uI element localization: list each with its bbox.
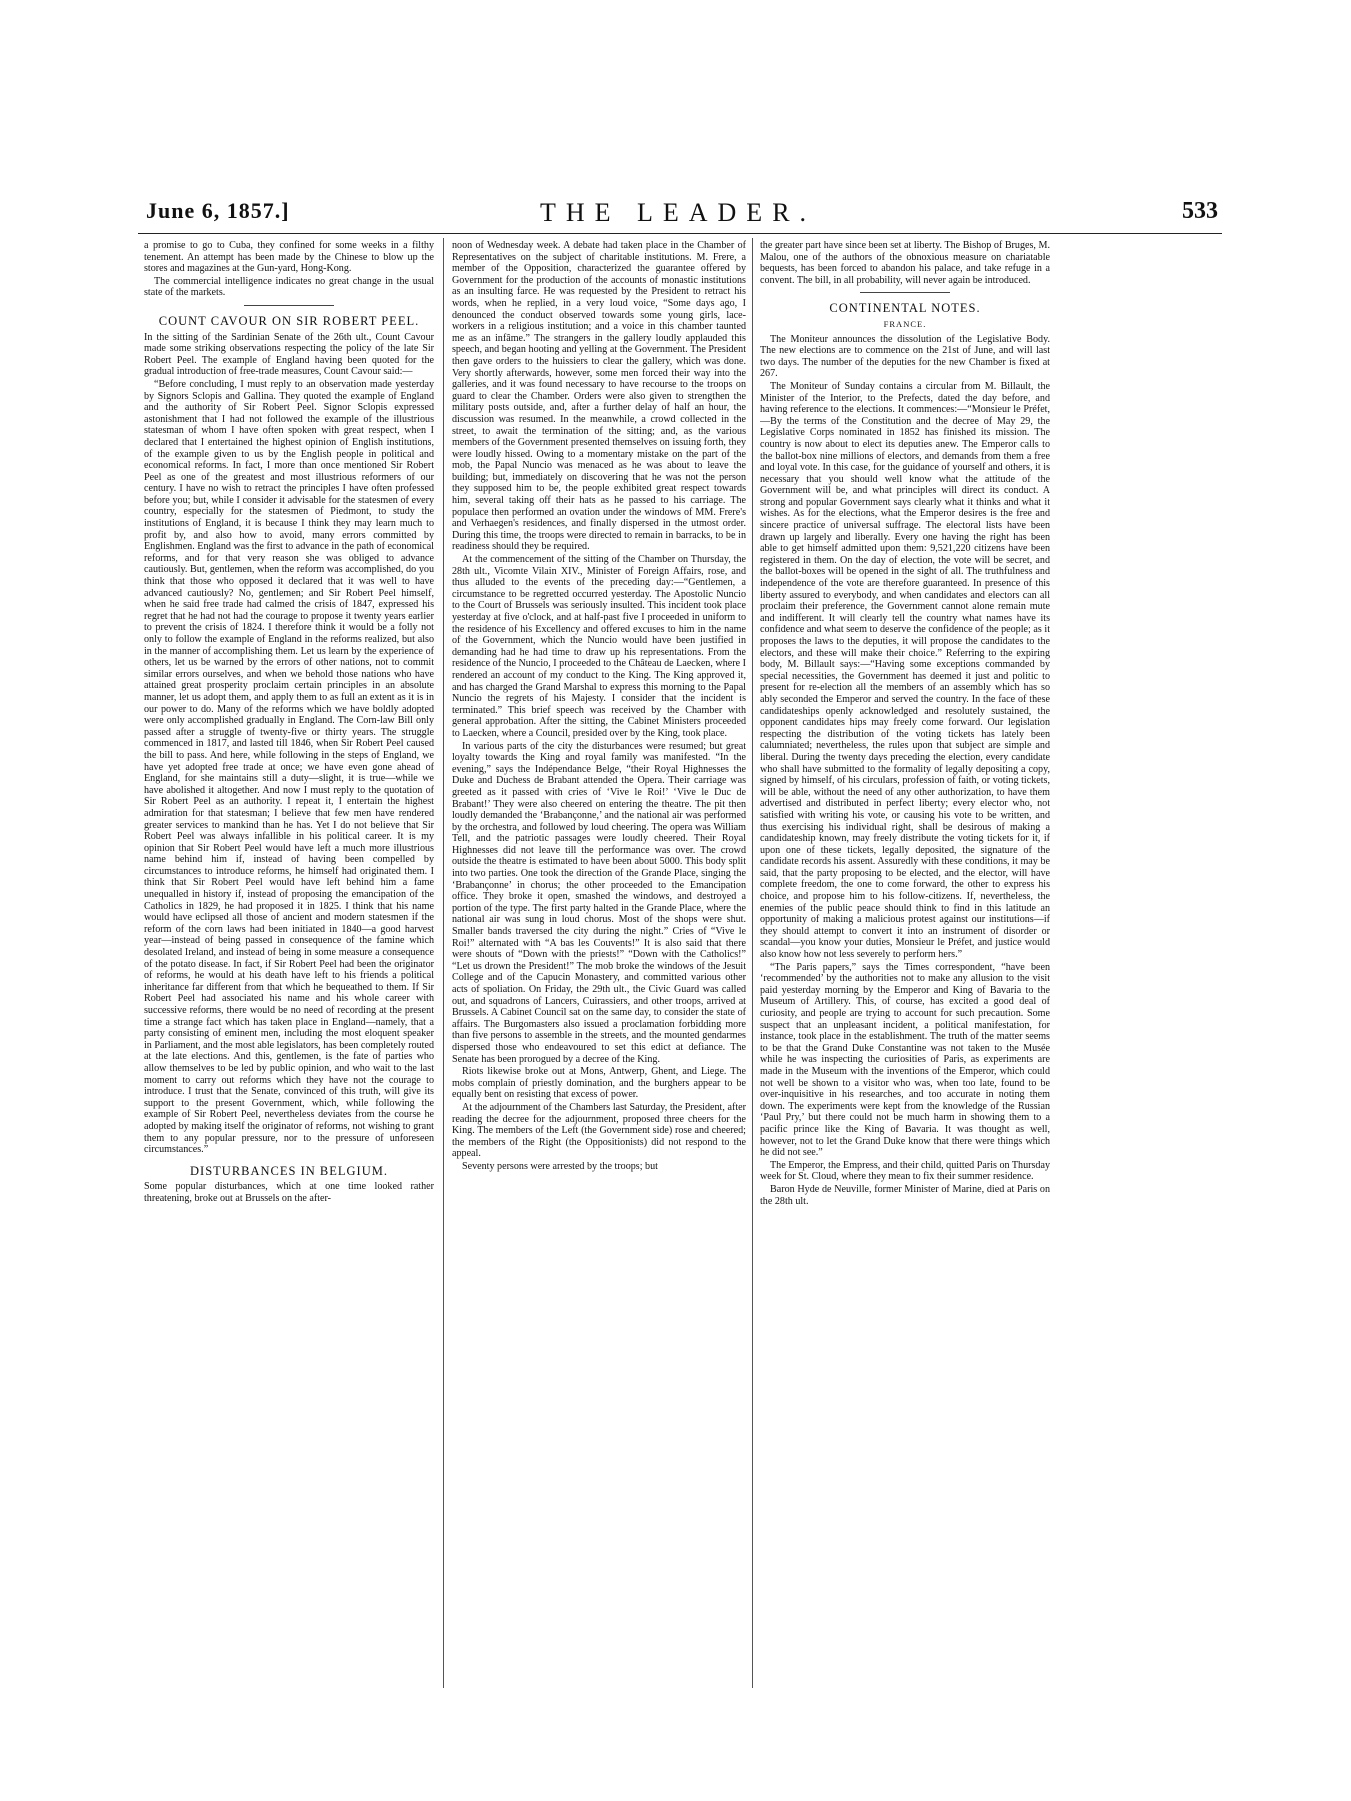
article-heading-peel: COUNT CAVOUR ON SIR ROBERT PEEL.: [158, 313, 420, 328]
paragraph: Baron Hyde de Neuville, former Minister of Marine, died at Paris on the 28th ult.: [760, 1183, 1050, 1207]
article-heading-belgium: DISTURBANCES IN BELGIUM.: [190, 1163, 388, 1178]
paragraph: In various parts of the city the disturbances were resumed; but great loyalty towards the King and royal family was manifested. “In the evening,” says the Indépendance Belge, “their Royal Highnesses the Duke and Duchess de Brabant attended the Opera. Their carriage was greeted as it passed with cries of ‘Vive le Roi!’ ‘Vive le Duc de Brabant!’ They were also cheered on entering the theatre. The pit then loudly demanded the ‘Brabançonne,’ and the national air was performed by the orchestra, and followed by loud cheering. The opera was William Tell, and the patriotic passages were loudly cheered. Their Royal Highnesses did not leave till the performance was over. The crowd outside the theatre is estimated to have been about 5000. This body split into two parties. One took the direction of the Grande Place, singing the ‘Brabançonne’ in chorus; the other proceeded to the Emancipation office. They broke it open, smashed the windows, and destroyed a portion of the type. The first party halted in the Grande Place, where the national air was sung in loud chorus. Most of the shops were shut. Smaller bands traversed the city during the night.” Cries of “Vive le Roi!” alternated with “A bas les Couvents!” It is also said that there were shouts of “Down with the priests!” “Down with the Catholics!” “Let us drown the President!” The mob broke the windows of the Jesuit College and of the Capucin Monastery, and committed various other acts of spoliation. On Friday, the 29th ult., the Civic Guard was called out, and squadrons of Lancers, Cuirassiers, and other troops, arrived at Brussels. A Cabinet Council sat on the same day, to consider the state of affairs. The Burgomasters also issued a proclamation forbidding more than five persons to assemble in the streets, and the mounted gendarmes dispersed those who endeavoured to set this edict at defiance. The Senate has been prorogued by a decree of the King.: [452, 740, 746, 1065]
column-divider: [443, 238, 444, 1688]
section-separator: [860, 292, 950, 293]
paragraph: noon of Wednesday week. A debate had taken place in the Chamber of Representatives on the subject of charitable institutions. M. Frere, a member of the Opposition, characterized the guarantee offered by Government for the production of the accounts of monastic institutions as an insulting farce. He was requested by the President to retract his words, when he replied, in a very loud voice, “Some days ago, I denounced the conduct observed towards some young girls, lace-workers in a religious institution; and a voice in this chamber taunted me as an infâme.” The strangers in the gallery loudly applauded this speech, and began hooting and yelling at the Government. The President then gave orders to the huissiers to clear the gallery, which was done. Very shortly afterwards, however, some men forced their way into the galleries, and it was found necessary to have recourse to the troops on guard to clear the Chamber. Orders were also given to strengthen the military posts outside, and, after a further delay of half an hour, the discussion was resumed. In the meanwhile, a crowd collected in the street, to await the termination of the sitting; and, as the various members of the Government presented themselves on issuing forth, they were loudly hissed. Owing to a momentary mistake on the part of the mob, the Papal Nuncio was menaced as he was about to leave the building; but, immediately on discovering that he was not the person they supposed him to be, the people exhibited great respect towards him, several taking off their hats as he passed to his carriage. The populace then performed an ovation under the windows of MM. Frere's and Verhaegen's residences, and finally dispersed in the utmost order. During this time, the troops were directed to remain in barracks, to be in readiness should they be required.: [452, 240, 746, 553]
paragraph: “Before concluding, I must reply to an observation made yesterday by Signors Sclopis and Gallina. They quoted the example of England and the authority of Sir Robert Peel. Signor Sclopis expressed astonishment that I had not followed the example of the illustrious statesman of whom I have often spoken with great respect, when I declared that I entertained the highest opinion of English institutions, of the example given to us by the English people in political and economical reforms. In fact, I more than once mentioned Sir Robert Peel as one of the greatest and most illustrious reformers of our century. I have no wish to retract the principles I have often professed before you; but, while I consider it advisable for the statesmen of every country, especially for the statesmen of Piedmont, to study the institutions of England, it is because I think they may learn much to profit by, and also how to avoid, many errors committed by Englishmen. England was the first to advance in the path of economical reforms, and for that very reason she was obliged to advance cautiously. But, gentlemen, when the reform was accomplished, do you think that those who opposed it declared that it was well to have advanced cautiously? No, gentlemen; and Sir Robert Peel himself, when he said free trade had calmed the crisis of 1847, expressed his regret that he had not had the courage to propose it twenty years earlier to prevent the crisis of 1824. I therefore think it would be a folly not only to follow the example of England in the reforms realized, but also in the manner of accomplishing them. Let us learn by the experience of others, let us be warned by the errors of other nations, not to commit similar errors ourselves, and when we behold those nations who have attained great prosperity proclaim certain principles in an absolute manner, let us adopt them, and apply them to as full an extent as it is in our power to do. Many of the reforms which we have boldly adopted were only accomplished gradually in England. The Corn-law Bill only passed after a struggle of twenty-five or thirty years. The struggle commenced in 1817, and lasted till 1846, when Sir Robert Peel caused the bill to pass. And here, while following in the steps of England, we have yet adopted free trade at once; we have even gone ahead of England, for she maintains still a duty—slight, it is true—while we have abolished it altogether. And now I must reply to the quotation of Sir Robert Peel as an authority. I repeat it, I entertain the highest admiration for that statesman; I believe that few men have rendered greater services to mankind than he has. Yet I do not believe that Sir Robert Peel was always infallible in his political career. It is my opinion that Sir Robert Peel would have left a much more illustrious name behind him if, instead of having been compelled by circumstances to introduce reforms, he himself had originated them. I think that Sir Robert Peel would have left behind him a fame unequalled in history if, instead of proposing the emancipation of the Catholics in 1829, he had proposed it in 1825. I think that his name would have eclipsed all those of ancient and modern statesmen if the reform of the corn laws had been initiated in 1840—a good harvest year—instead of being passed in consequence of the famine which desolated Ireland, and instead of being in some measure a consequence of the potato disease. In fact, if Sir Robert Peel had been the originator of reforms, he would at his death have left to his friends a political inheritance far different from that which he bequeathed to them. If Sir Robert Peel had associated his name and his whole career with successive reforms, there would be no need of recording at the present time a strange fact which has taken place in England—namely, that a party consisting of eminent men, including the most eloquent speaker in Parliament, and the most able legislators, has been completely routed at the late elections. And this, gentlemen, is the fate of parties who allow themselves to be led by public opinion, and who wait to the last moment to carry out reforms which they have not the courage to introduce. I trust that the Senate, convinced of this truth, will give its support to the present Government, which, while following the example of Sir Robert Peel, nevertheless deviates from the course he adopted by making itself the originator of reforms, not wishing to grant them to any popular pressure, nor to the pressure of unforeseen circumstances.”: [144, 378, 434, 1156]
issue-date: June 6, 1857.]: [146, 198, 290, 223]
paragraph: The Moniteur announces the dissolution of the Legislative Body. The new elections are to commence on the 21st of June, and will last two days. The number of the deputies for the new Chamber is fixed at 267.: [760, 333, 1050, 380]
paragraph: At the adjournment of the Chambers last Saturday, the President, after reading the decree for the adjournment, proposed three cheers for the King. The members of the Left (the Government side) rose and cheered; the members of the Right (the Oppositionists) did not respond to the appeal.: [452, 1101, 746, 1160]
column-3: [760, 240, 1050, 1690]
column-2: [452, 240, 746, 1690]
paragraph: the greater part have since been set at liberty. The Bishop of Bruges, M. Malou, one of the authors of the obnoxious measure on chariatable bequests, has been forced to abandon his palace, and take refuge in a convent. The bill, in all probability, will never again be introduced.: [760, 240, 1050, 286]
paragraph: a promise to go to Cuba, they confined for some weeks in a filthy tenement. An attempt has been made by the Chinese to blow up the stores and magazines at the Gun-yard, Hong-Kong.: [144, 240, 434, 275]
paragraph: The Emperor, the Empress, and their child, quitted Paris on Thursday week for St. Cloud, where they mean to fix their summer residence.: [760, 1159, 1050, 1183]
page-number: 533: [1182, 198, 1218, 224]
page-header: [138, 198, 1218, 228]
masthead-title: THE LEADER.: [539, 198, 817, 227]
section-separator: [244, 305, 334, 306]
paragraph: In the sitting of the Sardinian Senate of the 26th ult., Count Cavour made some striking observations respecting the policy of the late Sir Robert Peel. The example of England having been quoted for the gradual introduction of free-trade measures, Count Cavour said:—: [144, 331, 434, 378]
article-heading-continental: CONTINENTAL NOTES.: [829, 301, 981, 316]
paragraph: At the commencement of the sitting of the Chamber on Thursday, the 28th ult., Vicomte Vilain XIV., Minister of Foreign Affairs, rose, and thus alluded to the events of the preceding day:—“Gentlemen, a circumstance to be regretted occurred yesterday. The Apostolic Nuncio to the Court of Brussels was seriously insulted. This incident took place yesterday at five o'clock, and at half-past five I proceeded in uniform to the residence of his Excellency and offered excuses to him in the name of the Government, which the Nuncio would have been justified in demanding had he had time to draw up his representations. From the residence of the Nuncio, I proceeded to the Château de Laecken, where I rendered an account of my conduct to the King. The King approved it, and has charged the Grand Marshal to express this morning to the Papal Nuncio the regrets of his Majesty. I consider that the incident is terminated.” This brief speech was received by the Chamber with general approbation. After the sitting, the Cabinet Ministers proceeded to Laecken, where a Council, presided over by the King, took place.: [452, 554, 746, 739]
paragraph: “The Paris papers,” says the Times correspondent, “have been ‘recommended’ by the authorities not to make any allusion to the visit paid yesterday morning by the Emperor and King of Bavaria to the Museum of Artillery. This, of course, has excited a good deal of curiosity, and people are trying to account for such precaution. Some suspect that an unpleasant incident, a political manifestation, for instance, took place in the establishment. The truth of the matter seems to be that the Grand Duke Constantine was not taken to the Musée while he was inspecting the curiosities of Paris, as experiments are made in the Museum with the inventions of the Emperor, which could not well be shown to a visitor who was, when too late, found to be over-inquisitive in his researches, and too accurate in noting them down. The experiments were kept from the knowledge of the Russian ‘Paul Pry,’ but there could not be much harm in showing them to a pacific prince like the King of Bavaria. It was thought as well, however, not to let the Grand Duke know that there were things which he did not see.”: [760, 961, 1050, 1159]
section-subheading-france: FRANCE.: [883, 318, 927, 329]
paragraph: The commercial intelligence indicates no great change in the usual state of the markets.: [144, 275, 434, 299]
column-divider: [752, 238, 753, 1688]
header-rule: [138, 233, 1222, 234]
column-1: [144, 240, 434, 1690]
paragraph: Seventy persons were arrested by the troops; but: [462, 1160, 658, 1172]
paragraph: The Moniteur of Sunday contains a circular from M. Billault, the Minister of the Interior, to the Prefects, dated the day before, and having reference to the elections. It commences:—“Monsieur le Préfet,—By the terms of the Constitution and the decree of May 29, the Legislative Corps nominated in 1852 has finished its mission. The country is now about to elect its deputies anew. The Emperor calls to the ballot-box nine millions of electors, and demands from them a free and loyal vote. In this case, for the guidance of yourself and others, it is necessary that you should well know what the attitude of the Government will be, and what principles will direct its conduct. A strong and popular Government says clearly what it thinks and what it wishes. As for the elections, what the Emperor desires is the free and sincere practice of universal suffrage. The electoral lists have been drawn up largely and liberally. Every one having the right has been able to get himself admitted upon them: 9,521,220 citizens have been registered in them. On the day of election, the vote will be secret, and the ballot-boxes will be opened in the sight of all. The truthfulness and independence of the vote are therefore guaranteed. In presence of this liberty assured to everybody, and when candidates and electors can all proclaim their preference, the Government cannot alone remain mute and indifferent. It will clearly tell the country what names have its confidence and what seem to deserve the confidence of the people; as it proposes the laws to the deputies, it will propose the candidates to the electors, and these will make their choice.” Referring to the expiring body, M. Billault says:—“Having some exceptions commanded by special necessities, the Government has deemed it just and politic to present for re-election all the members of an assembly which has so ably seconded the Emperor and served the country. In the face of these candidateships openly acknowledged and resolutely sustained, the opponent candidates hips may freely come forward. Our legislation respecting the distribution of the voting tickets has lately been calumniated; nevertheless, the rules upon that subject are simple and liberal. During the twenty days preceding the election, every candidate who shall have submitted to the formality of legally depositing a copy, signed by himself, of his circulars, profession of faith, or voting tickets, will be able, without the need of any other authorization, to have them advertised and distributed in perfect liberty; every elector who, not satisfied with writing his vote, or causing his vote to be written, and thus exercising his individual right, shall be desirous of making a candidateship known, may freely distribute the voting tickets for it, if upon one of these tickets, legally deposited, the signature of the candidate records his assent. Assuredly with these conditions, it may be said, that the party proposing to be elected, and the elector, will have complete freedom, the one to come forward, the other to express his choice, and propose him to his follow-citizens. If, nevertheless, the enemies of the public peace should think to find in this latitude an opportunity of making a malicious protest against our institutions—if they should attempt to convert it into an instrument of disorder or scandal—you know your duties, Monsieur le Préfet, and justice would also know how not less severely to perform hers.”: [760, 380, 1050, 961]
paragraph: Riots likewise broke out at Mons, Antwerp, Ghent, and Liege. The mobs complain of priestly domination, and the burghers appear to be equally bent on resisting that excess of power.: [452, 1066, 746, 1101]
paragraph: Some popular disturbances, which at one time looked rather threatening, broke out at Brussels on the after-: [144, 1181, 434, 1204]
